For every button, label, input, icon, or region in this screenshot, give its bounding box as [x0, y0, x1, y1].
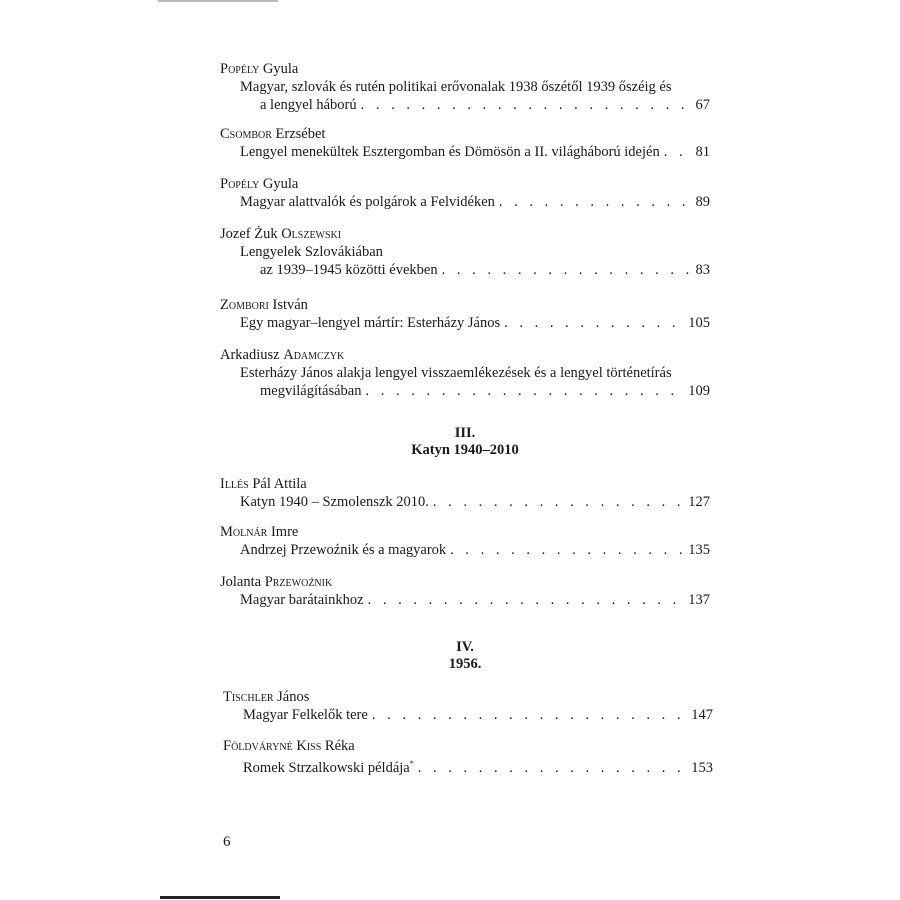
entry-title-line: Magyar, szlovák és rutén politikai erővonalak 1938 őszétől 1939 őszéig és — [240, 79, 672, 95]
entry-author: Popély Gyula — [220, 176, 299, 192]
page-ref: 109 — [688, 383, 710, 399]
leader-dots — [361, 96, 692, 114]
page-ref: 89 — [695, 194, 710, 210]
entry-title-last-line: Egy magyar–lengyel mártír: Esterházy János . . . 105 — [240, 314, 710, 332]
leader-dots — [664, 143, 692, 161]
leader-dots — [418, 759, 688, 777]
page-ref: 137 — [688, 592, 710, 608]
entry-title-last-line: Magyar barátainkhoz . . . 137 — [240, 591, 710, 609]
toc-entry — [220, 60, 710, 114]
entry-author: Csombor Erzsébet — [220, 126, 326, 142]
entry-title-last-line: Andrzej Przewoźnik és a magyarok . . . 135 — [240, 541, 710, 559]
entry-title-last-line: Katyn 1940 – Szmolenszk 2010. . . . 127 — [240, 493, 710, 511]
toc-entry — [220, 523, 710, 559]
entry-author: Popély Gyula — [220, 61, 299, 77]
entry-author: Földváryné Kiss Réka — [223, 738, 355, 754]
leader-dots — [365, 382, 684, 400]
leader-dots — [504, 314, 684, 332]
author-surname: Zombori — [220, 297, 269, 313]
author-surname: Popély — [220, 176, 260, 192]
author-surname: Molnár — [220, 524, 268, 540]
section-title: 1956. — [448, 656, 482, 672]
toc-entry — [220, 573, 710, 609]
page-ref: 67 — [695, 97, 710, 113]
toc-entry — [220, 475, 710, 511]
leader-dots — [372, 706, 687, 724]
page-ref: 83 — [695, 262, 710, 278]
entry-author: Illés Pál Attila — [220, 476, 307, 492]
entry-title-line: Esterházy János alakja lengyel visszaemlékezések és a lengyel történetírás — [240, 365, 672, 381]
entry-title-last-line: Magyar Felkelők tere . . . 147 — [243, 706, 713, 724]
toc-entry — [223, 688, 713, 724]
entry-author: Molnár Imre — [220, 524, 299, 540]
entry-title-last-line: Romek Strzalkowski példája* . . . 153 — [243, 755, 713, 777]
section-numeral: IV. — [456, 639, 474, 655]
entry-title-last-line: megvilágításában . . . 109 — [260, 382, 710, 400]
author-surname: Csombor — [220, 126, 272, 142]
footnote-marker: * — [409, 759, 414, 768]
toc-entry — [220, 296, 710, 332]
author-surname: Tischler — [223, 689, 274, 705]
toc-entry — [220, 346, 710, 400]
toc-entry — [223, 737, 713, 777]
leader-dots — [442, 261, 692, 279]
author-surname: Illés — [220, 476, 249, 492]
page-ref: 147 — [691, 707, 713, 723]
entry-author: Arkadiusz Adamczyk — [220, 347, 345, 363]
entry-author: Zombori István — [220, 297, 308, 313]
author-surname: Földváryné Kiss — [223, 738, 322, 754]
page-ref: 127 — [688, 494, 710, 510]
page-number: 6 — [223, 834, 231, 850]
page-ref: 153 — [691, 759, 713, 776]
page-ref: 81 — [695, 144, 710, 160]
author-surname: Przewoźnik — [264, 574, 333, 590]
bottom-edge-rule — [160, 896, 280, 899]
leader-dots — [433, 493, 684, 511]
entry-title-last-line: Lengyel menekültek Esztergomban és Dömösön a II. világháború idején . . . 81 — [240, 143, 710, 161]
top-edge-rule — [158, 0, 278, 2]
entry-author: Jolanta Przewoźnik — [220, 574, 333, 590]
entry-title-last-line: a lengyel háború . . . 67 — [260, 96, 710, 114]
author-surname: Popély — [220, 61, 260, 77]
toc-entry — [220, 225, 710, 279]
page-ref: 135 — [688, 542, 710, 558]
entry-title-last-line: az 1939–1945 közötti években . . . 83 — [260, 261, 710, 279]
entry-title-line: Lengyelek Szlovákiában — [240, 244, 383, 260]
author-surname: Olszewski — [281, 226, 342, 242]
page-ref: 105 — [688, 315, 710, 331]
leader-dots — [499, 193, 692, 211]
entry-author: Jozef Żuk Olszewski — [220, 226, 342, 242]
leader-dots — [450, 541, 684, 559]
leader-dots — [368, 591, 685, 609]
entry-author: Tischler János — [223, 689, 310, 705]
entry-title-last-line: Magyar alattvalók és polgárok a Felvidéken . . . 89 — [240, 193, 710, 211]
toc-entry — [220, 125, 710, 161]
author-surname: Adamczyk — [283, 347, 345, 363]
toc-entry — [220, 175, 710, 211]
section-numeral: III. — [454, 425, 476, 441]
section-title: Katyn 1940–2010 — [411, 442, 519, 458]
